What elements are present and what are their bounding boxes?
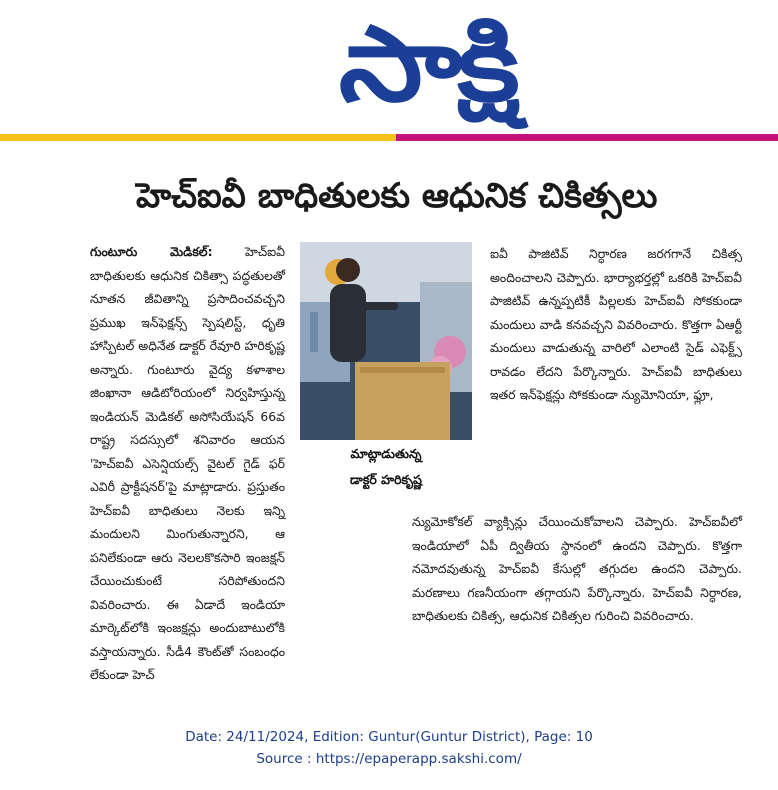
source-footer	[0, 726, 778, 778]
dateline: గుంటూరు మెడికల్:	[90, 244, 213, 259]
logo-text: సాక్షి	[338, 3, 516, 125]
article-column-1	[90, 240, 285, 705]
photo-caption-line-2: డాక్టర్ హరికృష్ణ	[350, 472, 422, 487]
article-column-3	[490, 242, 742, 510]
column-3-text: ఐవీ పాజిటివ్ నిర్ధారణ జరగగానే చికిత్స అందించాలని చెప్పారు. భార్యాభర్తల్లో ఒకరికి హెచ్‌ఐవీ పాజిటివ్ ఉన్నప్పటికీ పిల్లలకు హెచ్‌ఐవీ సోకకుండా మందులు వాడి కనవచ్చని వివరించారు. కొత్తగా ఏఆర్టీ మందులు వాడుతున్న వారిలో ఎలాంటి సైడ్ ఎఫెక్ట్స్ రావడం లేదని పేర్కొన్నారు. హెచ్‌ఐవీ బాధితులు ఇతర ఇన్‌ఫెక్షన్లు సోకకుండా న్యుమోనియా, ఫ్లూ,	[490, 246, 742, 402]
sakshi-logo	[292, 0, 562, 128]
column-2-text: న్యుమోకోకల్ వ్యాక్సిన్లు చేయించుకోవాలని చెప్పారు. హెచ్‌ఐవీలో ఇండియాలో ఏపీ ద్వితీయ స్థానంలో ఉందని చెప్పారు. కొత్తగా నమోదవుతున్న హెచ్‌ఐవీ కేసుల్లో తగ్గుదల ఉందని చెప్పారు. మరణాలు గణనీయంగా తగ్గాయని పేర్కొన్నారు. హెచ్‌ఐవీ నిర్ధారణ, బాధితులకు చికిత్స, ఆధునిక చికిత్సల గురించి వివరించారు.	[412, 514, 742, 623]
footer-source-link[interactable]: Source : https://epaperapp.sakshi.com/	[256, 751, 522, 767]
article-photo	[300, 242, 472, 440]
masthead	[0, 0, 778, 132]
article-headline: హెచ్‌ఐవీ బాధితులకు ఆధునిక చికిత్సలు	[136, 176, 658, 216]
footer-date-edition: Date: 24/11/2024, Edition: Guntur(Guntur District), Page: 10	[185, 729, 593, 745]
article-column-2	[412, 510, 742, 705]
column-1-text: హెచ్‌ఐవీ బాధితులకు ఆధునిక చికిత్సా పద్ధతులతో నూతన జీవితాన్ని ప్రసాదించవచ్చని ప్రముఖ ఇన్‌ఫెక్షన్స్ స్పెషలిస్ట్, ధృతి హాస్పిటల్ అధినేత డాక్టర్ రేవూరి హరికృష్ణ అన్నారు. గుంటూరు వైద్య కళాశాల జింఖానా ఆడిటోరియంలో నిర్వహిస్తున్న ఇండియన్ మెడికల్ అసోసియేషన్ 66వ రాష్ట్ర సదస్సులో శనివారం ఆయన 'హెచ్‌ఐవీ ఎసెన్షియల్స్ వైటల్ గైడ్ ఫర్ ఎవిరీ ప్రాక్టీషనర్'పై మాట్లాడారు. ప్రస్తుతం హెచ్‌ఐవీ బాధితులు నెలకు ఇన్ని మందులని మింగుతున్నారని, ఆ పనిలేకుండా ఆరు నెలలకొకసారి ఇంజక్షన్ చేయించుకుంటే సరిపోతుందని వివరించారు. ఈ ఏడాదే ఇండియా మార్కెట్‌లోకి ఇంజక్షన్లు అందుబాటులోకి వస్తాయన్నారు. సీడీ4 కౌంట్‌తో సంబంధం లేకుండా హెచ్	[90, 244, 285, 682]
photo-caption-line-1: మాట్లాడుతున్న	[350, 446, 422, 461]
photo-caption	[298, 441, 474, 503]
masthead-band-magenta	[396, 134, 778, 141]
